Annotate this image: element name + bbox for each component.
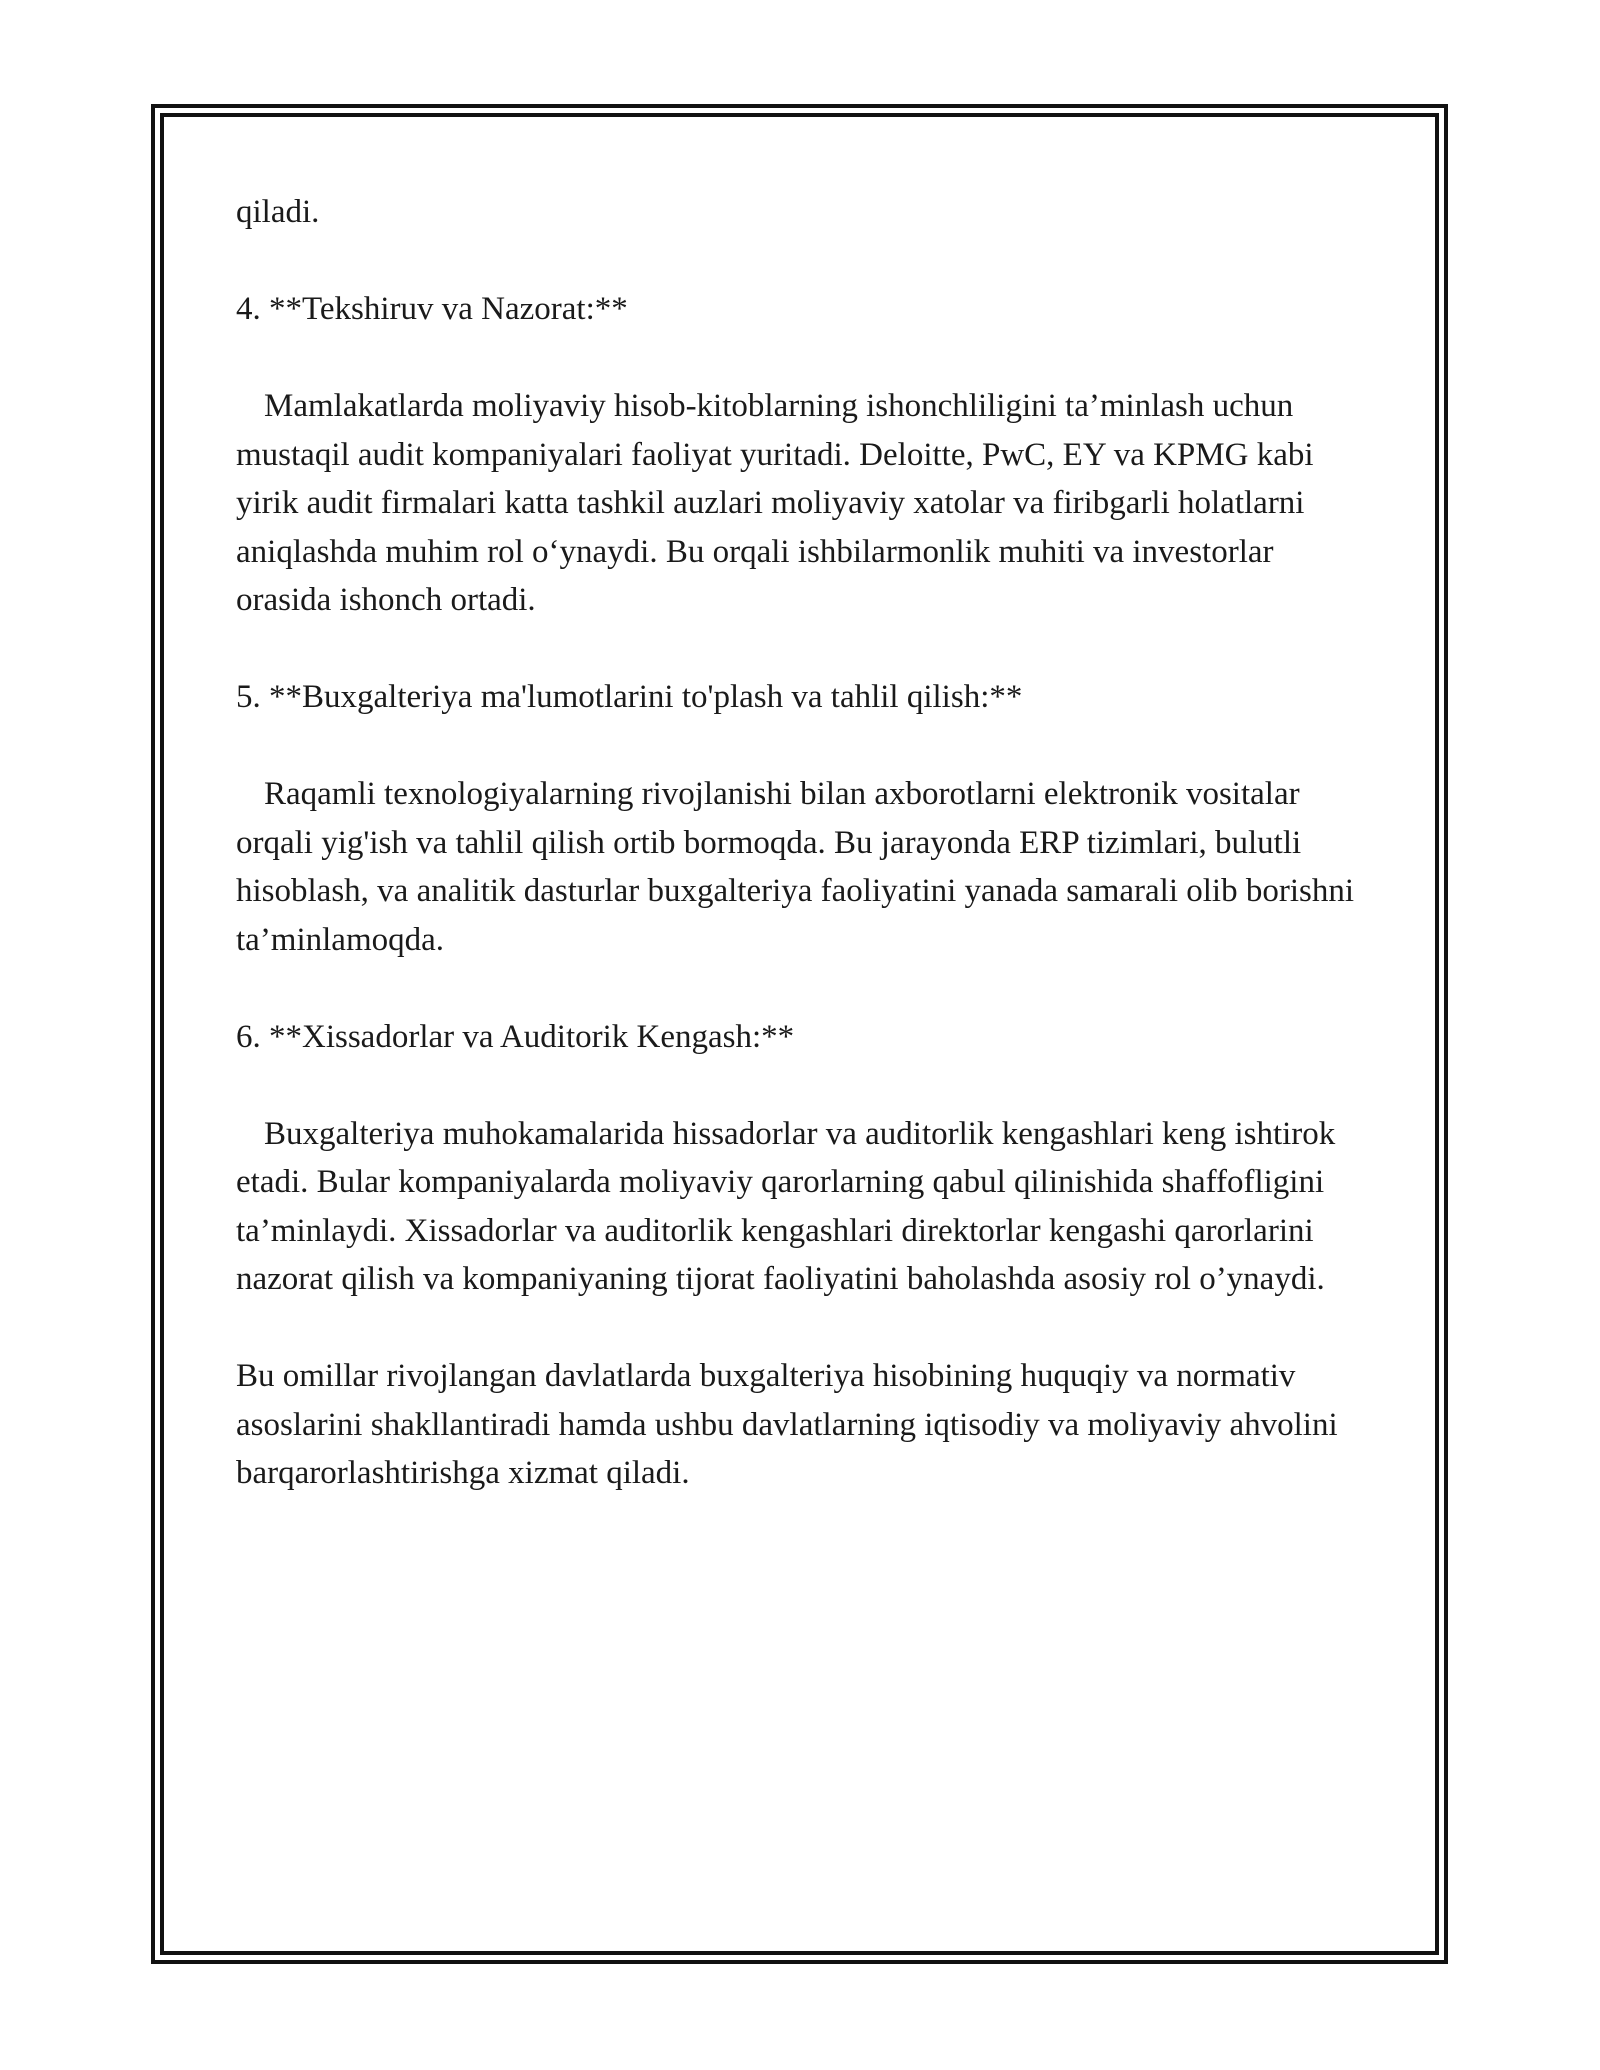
section-heading-6: 6. **Xissadorlar va Auditorik Kengash:** xyxy=(236,1018,795,1055)
section-heading-4: 4. **Tekshiruv va Nazorat:** xyxy=(236,291,628,327)
page-body xyxy=(236,188,1376,1498)
continuation-text: qiladi. xyxy=(236,194,320,230)
section-heading-5: 5. **Buxgalteriya ma'lumotlarini to'plash va tahlil qilish:** xyxy=(236,679,1023,715)
conclusion-paragraph: Bu omillar rivojlangan davlatlarda buxgalteriya hisobining huquqiy va normativ asoslarini shakllantiradi hamda ushbu davlatlarning iqtisodiy va moliyaviy ahvolini barqarorlashtirishga xizmat qiladi. xyxy=(236,1358,1338,1491)
section-paragraph-5: Raqamli texnologiyalarning rivojlanishi bilan axborotlarni elektronik vositalar orqali yig'ish va tahlil qilish ortib bormoqda. Bu jarayonda ERP tizimlari, bulutli hisoblash, va analitik dasturlar buxgalteriya faoliyatini yanada samarali olib borishni ta’minlamoqda. xyxy=(236,776,1355,958)
section-paragraph-4: Mamlakatlarda moliyaviy hisob-kitoblarning ishonchliligini ta’minlash uchun mustaqil audit kompaniyalari faoliyat yuritadi. Deloitte, PwC, EY va KPMG kabi yirik audit firmalari katta tashkil auzlari moliyaviy xatolar va firibgarli holatlarni aniqlashda muhim rol o‘ynaydi. Bu orqali ishbilarmonlik muhiti va investorlar orasida ishonch ortadi. xyxy=(236,388,1314,618)
section-paragraph-6: Buxgalteriya muhokamalarida hissadorlar va auditorlik kengashlari keng ishtirok etadi. Bular kompaniyalarda moliyaviy qarorlarning qabul qilinishida shaffofligini ta’minlaydi. Xissadorlar va auditorlik kengashlari direktorlar kengashi qarorlarini nazorat qilish va kompaniyaning tijorat faoliyatini baholashda asosiy rol o’ynaydi. xyxy=(236,1115,1336,1297)
